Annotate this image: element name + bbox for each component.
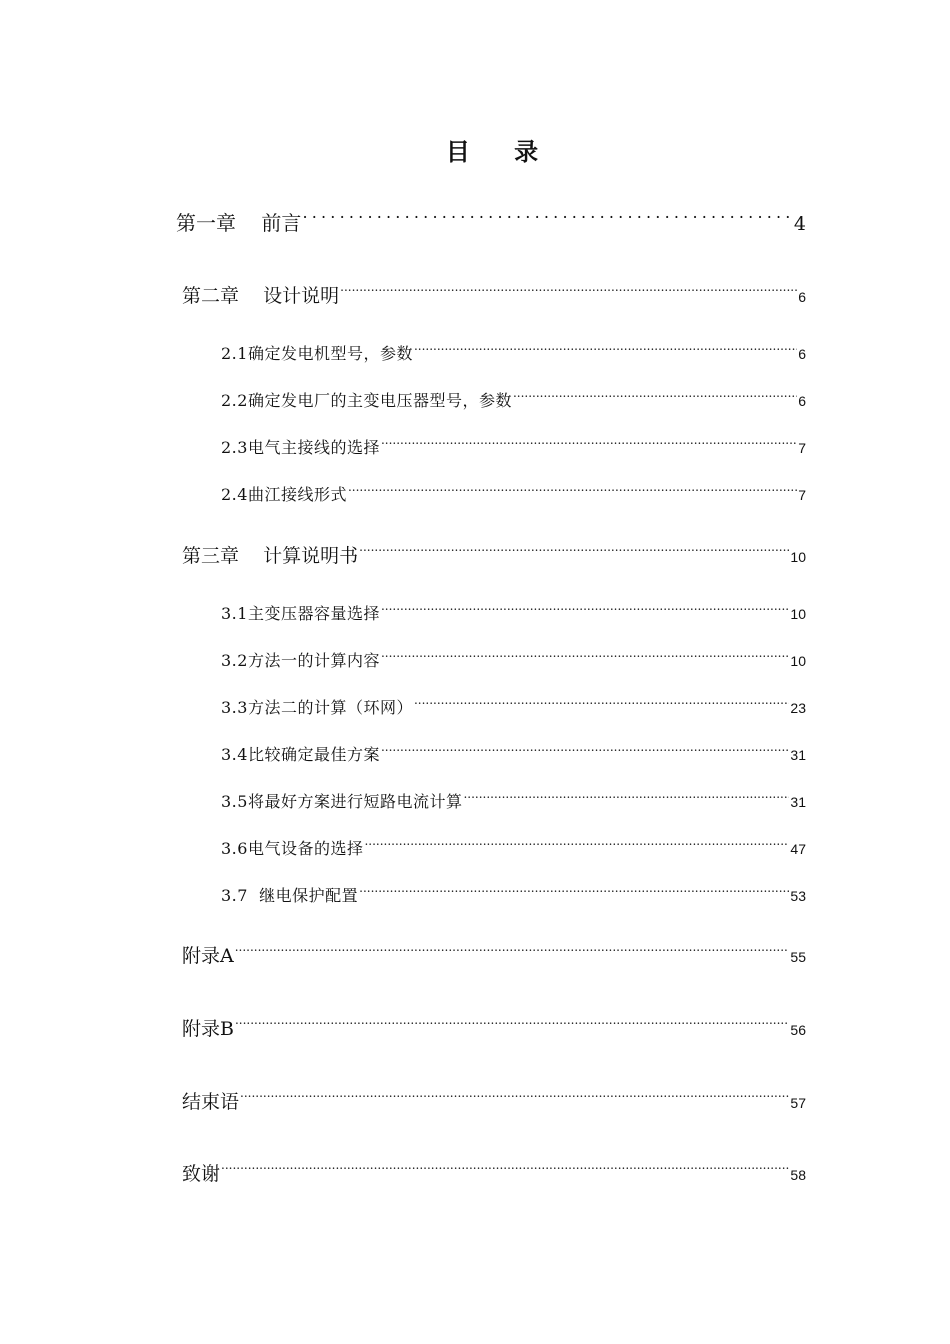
toc-entry-section-2-4[interactable] xyxy=(221,482,806,508)
dot-leader xyxy=(364,838,789,854)
toc-entry-label: 3.7 继电保护配置 xyxy=(221,886,359,905)
toc-page-number: 31 xyxy=(790,794,806,810)
toc-page-number: 4 xyxy=(793,213,806,235)
toc-entry-label: 3.5将最好方案进行短路电流计算 xyxy=(221,792,463,811)
dot-leader xyxy=(359,885,789,901)
toc-page-number: 53 xyxy=(790,888,806,904)
toc-entry-label: 第三章 计算说明书 xyxy=(182,545,359,567)
dot-leader xyxy=(240,1089,789,1108)
toc-entry-section-2-1[interactable] xyxy=(221,341,806,367)
dot-leader xyxy=(513,390,797,406)
dot-leader xyxy=(381,744,789,760)
toc-entry-section-3-5[interactable] xyxy=(221,789,806,815)
toc-entry-label: 附录B xyxy=(182,1018,234,1040)
toc-entry-appendix-b[interactable] xyxy=(182,1014,806,1045)
dot-leader xyxy=(340,283,797,302)
toc-entry-label: 附录A xyxy=(182,945,234,967)
toc-entry-label: 2.1确定发电机型号，参数 xyxy=(221,344,413,363)
dot-leader xyxy=(348,484,797,500)
toc-entry-section-3-6[interactable] xyxy=(221,836,806,862)
toc-entry-label: 第二章 设计说明 xyxy=(182,285,340,307)
toc-entry-section-2-2[interactable] xyxy=(221,388,806,414)
toc-page-number: 6 xyxy=(798,346,806,362)
toc-page-number: 58 xyxy=(790,1167,806,1183)
dot-leader xyxy=(302,210,792,230)
toc-entry-chapter-3[interactable] xyxy=(182,541,806,572)
dot-leader xyxy=(414,343,797,359)
dot-leader xyxy=(414,697,789,713)
dot-leader xyxy=(221,1161,789,1180)
toc-entry-label: 3.2方法一的计算内容 xyxy=(221,651,380,670)
toc-entry-chapter-2[interactable] xyxy=(182,281,806,312)
toc-entry-label: 3.3方法二的计算（环网） xyxy=(221,698,413,717)
dot-leader xyxy=(235,1016,789,1035)
dot-leader xyxy=(235,943,790,962)
dot-leader xyxy=(381,437,797,453)
toc-page-number: 10 xyxy=(790,549,806,565)
dot-leader xyxy=(359,543,789,562)
toc-entry-conclusion[interactable] xyxy=(182,1087,806,1118)
toc-entry-label: 致谢 xyxy=(182,1163,221,1185)
toc-entry-label: 3.4比较确定最佳方案 xyxy=(221,745,380,764)
toc-page-number: 7 xyxy=(798,487,806,503)
toc-title: 目 录 xyxy=(445,138,557,166)
toc-entry-section-3-2[interactable] xyxy=(221,648,806,674)
toc-entry-section-3-7[interactable] xyxy=(221,883,806,909)
toc-entry-section-3-3[interactable] xyxy=(221,695,806,721)
toc-page-number: 57 xyxy=(790,1095,806,1111)
toc-page-number: 6 xyxy=(798,393,806,409)
toc-page-number: 10 xyxy=(790,653,806,669)
toc-entry-section-3-4[interactable] xyxy=(221,742,806,768)
toc-entry-label: 结束语 xyxy=(182,1091,240,1113)
toc-entry-label: 3.1主变压器容量选择 xyxy=(221,604,380,623)
toc-page-number: 7 xyxy=(798,440,806,456)
toc-entry-appendix-a[interactable] xyxy=(182,941,806,972)
toc-page-number: 10 xyxy=(790,606,806,622)
toc-entry-section-2-3[interactable] xyxy=(221,435,806,461)
toc-page-number: 23 xyxy=(790,700,806,716)
toc-entry-section-3-1[interactable] xyxy=(221,601,806,627)
toc-entry-label: 3.6电气设备的选择 xyxy=(221,839,364,858)
toc-entry-label: 第一章 前言 xyxy=(176,211,302,235)
toc-entry-label: 2.3电气主接线的选择 xyxy=(221,438,380,457)
toc-entry-acknowledgements[interactable] xyxy=(182,1159,806,1190)
toc-page-number: 47 xyxy=(790,841,806,857)
toc-entry-label: 2.2确定发电厂的主变电压器型号，参数 xyxy=(221,391,512,410)
toc-entry-chapter-1[interactable] xyxy=(176,208,806,239)
dot-leader xyxy=(463,791,789,807)
toc-page-number: 56 xyxy=(790,1022,806,1038)
dot-leader xyxy=(381,650,789,666)
toc-entry-label: 2.4曲江接线形式 xyxy=(221,485,347,504)
toc-page-number: 6 xyxy=(798,289,806,305)
toc-page-number: 55 xyxy=(790,949,806,965)
dot-leader xyxy=(381,603,789,619)
toc-page-number: 31 xyxy=(790,747,806,763)
